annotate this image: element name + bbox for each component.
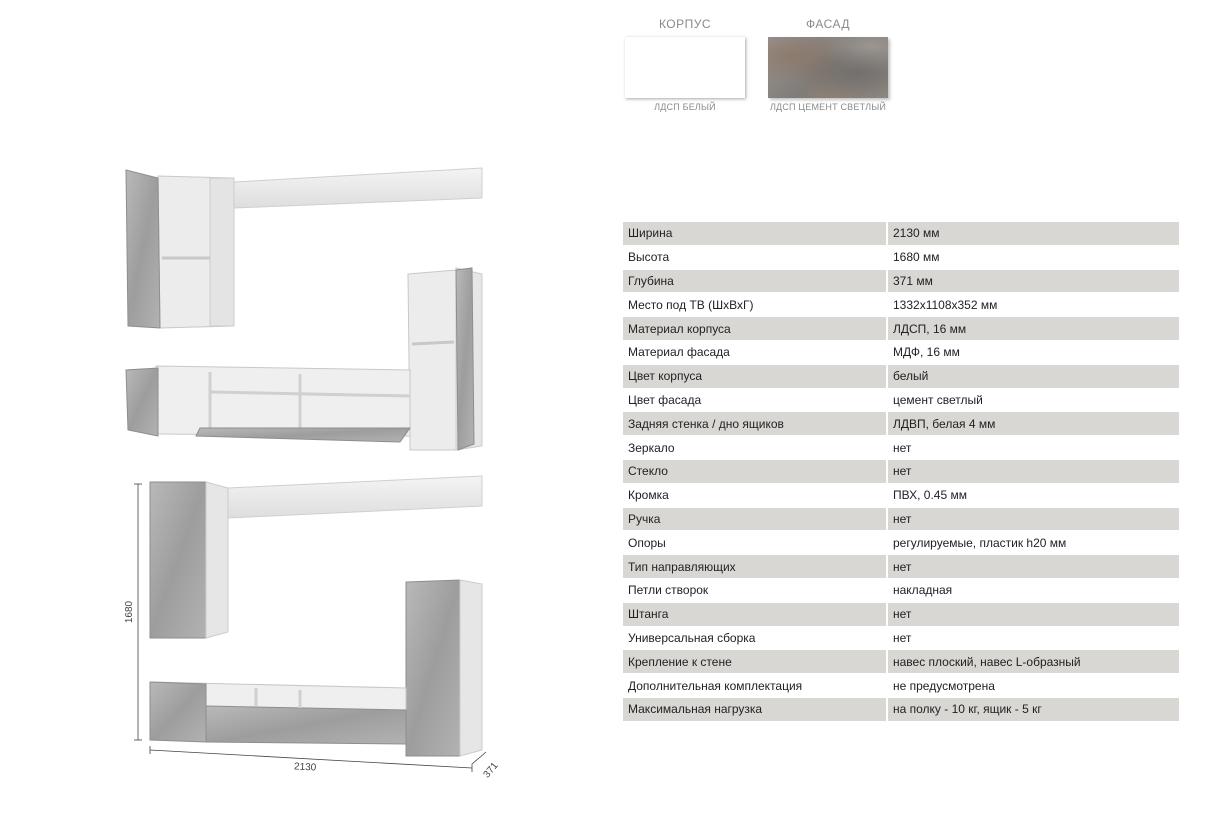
spec-key: Универсальная сборка [623, 627, 888, 651]
spec-key: Максимальная нагрузка [623, 698, 888, 722]
furniture-closed-view [110, 470, 530, 790]
spec-value: нет [888, 436, 1179, 460]
spec-key: Тип направляющих [623, 555, 888, 579]
width-dimension-label: 2130 [293, 761, 317, 774]
spec-value: 2130 мм [888, 222, 1179, 246]
spec-value: нет [888, 508, 1179, 532]
swatch-fasad [766, 14, 890, 112]
swatch-caption: ЛДСП ЦЕМЕНТ СВЕТЛЫЙ [769, 102, 887, 112]
spec-key: Петли створок [623, 579, 888, 603]
spec-key: Ручка [623, 508, 888, 532]
spec-value: нет [888, 627, 1179, 651]
depth-dimension-label: 371 [481, 760, 501, 781]
spec-row [623, 698, 1179, 722]
spec-value: нет [888, 555, 1179, 579]
swatch-white-sample [625, 37, 745, 98]
spec-row [623, 436, 1179, 460]
spec-row [623, 650, 1179, 674]
spec-key: Материал фасада [623, 341, 888, 365]
spec-value: не предусмотрена [888, 674, 1179, 698]
spec-key: Зеркало [623, 436, 888, 460]
spec-key: Опоры [623, 531, 888, 555]
spec-value: белый [888, 365, 1179, 389]
spec-row [623, 317, 1179, 341]
spec-key: Штанга [623, 603, 888, 627]
spec-key: Кромка [623, 484, 888, 508]
spec-row [623, 484, 1179, 508]
swatch-korpus [624, 14, 746, 112]
spec-row [623, 412, 1179, 436]
spec-value: МДФ, 16 мм [888, 341, 1179, 365]
swatch-cement-sample [768, 37, 888, 98]
spec-row [623, 627, 1179, 651]
spec-key: Задняя стенка / дно ящиков [623, 412, 888, 436]
spec-table [623, 222, 1179, 722]
spec-value: нет [888, 460, 1179, 484]
spec-value: ЛДВП, белая 4 мм [888, 412, 1179, 436]
spec-row [623, 293, 1179, 317]
spec-key: Глубина [623, 270, 888, 294]
swatch-header: КОРПУС [658, 17, 712, 31]
spec-value: на полку - 10 кг, ящик - 5 кг [888, 698, 1179, 722]
spec-key: Дополнительная комплектация [623, 674, 888, 698]
spec-row [623, 531, 1179, 555]
spec-row [623, 579, 1179, 603]
spec-value: 1680 мм [888, 246, 1179, 270]
spec-key: Место под ТВ (ШхВхГ) [623, 293, 888, 317]
height-dimension-label: 1680 [124, 600, 135, 624]
spec-key: Ширина [623, 222, 888, 246]
swatch-header: ФАСАД [805, 17, 851, 31]
spec-row [623, 508, 1179, 532]
spec-key: Материал корпуса [623, 317, 888, 341]
spec-value: навес плоский, навес L-образный [888, 650, 1179, 674]
spec-row [623, 555, 1179, 579]
spec-row [623, 674, 1179, 698]
spec-row [623, 365, 1179, 389]
spec-key: Крепление к стене [623, 650, 888, 674]
spec-key: Стекло [623, 460, 888, 484]
spec-value: ЛДСП, 16 мм [888, 317, 1179, 341]
spec-row [623, 460, 1179, 484]
spec-value: нет [888, 603, 1179, 627]
spec-row [623, 389, 1179, 413]
spec-row [623, 222, 1179, 246]
spec-value: ПВХ, 0.45 мм [888, 484, 1179, 508]
swatch-caption: ЛДСП БЕЛЫЙ [654, 102, 716, 112]
spec-value: регулируемые, пластик h20 мм [888, 531, 1179, 555]
spec-value: 1332х1108х352 мм [888, 293, 1179, 317]
spec-value: накладная [888, 579, 1179, 603]
spec-key: Цвет фасада [623, 389, 888, 413]
spec-row [623, 246, 1179, 270]
furniture-open-view [110, 160, 530, 460]
spec-key: Цвет корпуса [623, 365, 888, 389]
spec-value: 371 мм [888, 270, 1179, 294]
spec-row [623, 603, 1179, 627]
spec-row [623, 341, 1179, 365]
spec-value: цемент светлый [888, 389, 1179, 413]
spec-key: Высота [623, 246, 888, 270]
spec-row [623, 270, 1179, 294]
